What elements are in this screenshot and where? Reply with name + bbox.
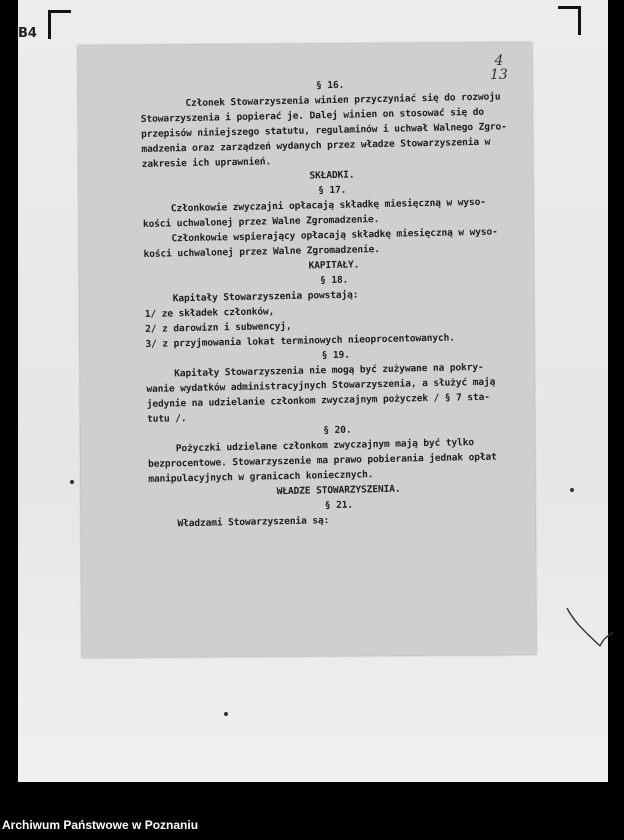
text-line: kości uchwalonej przez Walne Zgromadzenie. <box>143 244 380 260</box>
text-line: jedynie na udzielanie członkom zwyczajnym pożyczek / § 7 sta- <box>146 391 490 410</box>
text-line: manipulacyjnych w granicach koniecznych. <box>148 469 374 485</box>
text-line: Członkowie zwyczajni opłacają składkę miesięczną w wyso- <box>142 196 486 215</box>
section-heading: KAPITAŁY. <box>308 259 360 272</box>
text-line: Kapitały Stowarzyszenia powstają: <box>144 289 359 305</box>
text-line: bezprocentowe. Stowarzyszenie ma prawo pobierania jednak opłat <box>147 451 497 470</box>
text-line: 2/ z darowizn i subwencyj, <box>145 320 292 335</box>
folio-line-2: 13 <box>490 67 508 83</box>
text-line: przepisów niniejszego statutu, regulaminów i uchwał Walnego Zgro- <box>140 121 507 140</box>
text-line: kości uchwalonej przez Walne Zgromadzenie. <box>142 214 380 230</box>
document-text <box>140 74 529 532</box>
section-heading: WŁADZE STOWARZYSZENIA. <box>276 483 401 498</box>
text-line: wanie wydatków administracyjnych Stowarzyszenia, a służyć mają <box>146 376 496 395</box>
text-line: 1/ ze składek członków, <box>144 306 275 320</box>
text-line: Członek Stowarzyszenia winien przyczyniać się do rozwoju <box>140 91 501 110</box>
text-line: Władzami Stowarzyszenia są: <box>149 515 330 530</box>
film-scratch-mark <box>565 606 615 656</box>
text-line: tutu /. <box>146 413 187 425</box>
section-heading: § 16. <box>315 79 345 92</box>
text-line: Stowarzyszenia i popierać je. Dalej winien on stosować się do <box>140 106 485 125</box>
text-line: Członkowie wspierający opłacają składkę miesięczną w wyso- <box>143 226 498 245</box>
section-heading: SKŁADKI. <box>309 169 355 182</box>
frame-label: B4 <box>18 26 37 41</box>
film-dust-spot <box>70 480 74 484</box>
film-dust-spot <box>570 488 574 492</box>
frame-corner-mark-right <box>558 6 581 35</box>
section-heading: § 20. <box>323 424 352 437</box>
text-line: Pożyczki udzielane członkom zwyczajnym mają być tylko <box>147 437 475 455</box>
archive-caption: Archiwum Państwowe w Poznaniu <box>2 818 199 832</box>
text-line: 3/ z przyjmowania lokat terminowych nieoprocentowanych. <box>145 332 455 350</box>
section-heading: § 17. <box>318 184 347 197</box>
section-heading: § 21. <box>324 499 354 512</box>
folio-line-1: 4 <box>494 53 504 69</box>
frame-corner-mark-left <box>48 10 71 39</box>
text-line: madzenia oraz zarządzeń wydanych przez władze Stowarzyszenia w <box>141 136 491 155</box>
film-dust-spot <box>224 712 228 716</box>
text-line: Kapitały Stowarzyszenia nie mogą być zużywane na pokry- <box>146 361 484 380</box>
text-line: zakresie ich uprawnień. <box>141 156 272 170</box>
section-heading: § 19. <box>321 349 350 362</box>
section-heading: § 18. <box>320 274 349 287</box>
